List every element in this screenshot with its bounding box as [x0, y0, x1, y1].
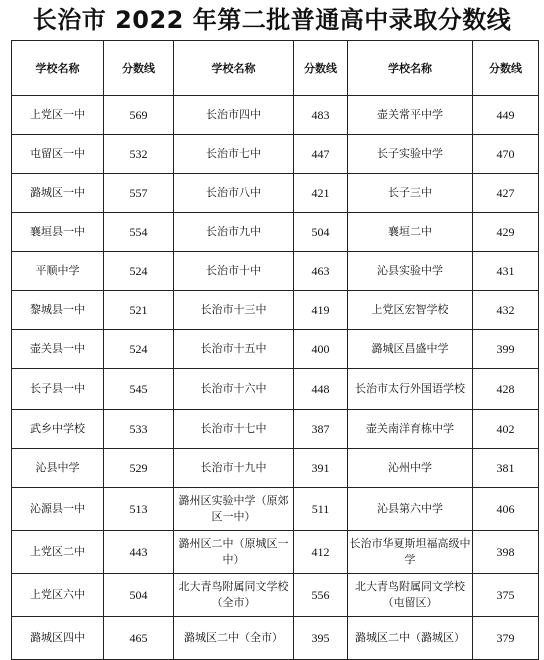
table-row [12, 410, 539, 449]
table-row [12, 574, 539, 617]
score-cell: 463 [294, 252, 348, 291]
score-cell: 427 [473, 174, 539, 213]
school-name-cell: 潞城区四中 [12, 617, 104, 660]
score-cell: 483 [294, 96, 348, 135]
school-name-cell: 长治市七中 [174, 135, 294, 174]
score-cell: 400 [294, 330, 348, 369]
table-row [12, 252, 539, 291]
score-cell: 391 [294, 449, 348, 488]
school-name-cell: 长治市八中 [174, 174, 294, 213]
admission-score-table [11, 40, 539, 660]
score-cell: 529 [104, 449, 174, 488]
score-cell: 429 [473, 213, 539, 252]
score-cell: 524 [104, 330, 174, 369]
table-row [12, 291, 539, 330]
school-name-cell: 上党区宏智学校 [348, 291, 473, 330]
table-row [12, 213, 539, 252]
table-row [12, 531, 539, 574]
table-row [12, 174, 539, 213]
score-cell: 524 [104, 252, 174, 291]
table-row [12, 369, 539, 410]
school-name-cell: 黎城县一中 [12, 291, 104, 330]
score-cell: 412 [294, 531, 348, 574]
table-row [12, 135, 539, 174]
school-name-cell: 沁县中学 [12, 449, 104, 488]
school-name-cell: 潞州区二中（原城区一中） [174, 531, 294, 574]
score-cell: 387 [294, 410, 348, 449]
school-name-cell: 屯留区一中 [12, 135, 104, 174]
score-cell: 443 [104, 531, 174, 574]
school-name-cell: 北大青鸟附属同文学校（屯留区） [348, 574, 473, 617]
score-cell: 431 [473, 252, 539, 291]
school-name-cell: 上党区一中 [12, 96, 104, 135]
score-cell: 448 [294, 369, 348, 410]
score-cell: 406 [473, 488, 539, 531]
header-school-name-1: 学校名称 [12, 41, 104, 96]
school-name-cell: 长治市十九中 [174, 449, 294, 488]
score-cell: 395 [294, 617, 348, 660]
score-cell: 533 [104, 410, 174, 449]
score-cell: 521 [104, 291, 174, 330]
score-cell: 504 [294, 213, 348, 252]
score-cell: 402 [473, 410, 539, 449]
school-name-cell: 长治市十七中 [174, 410, 294, 449]
score-cell: 556 [294, 574, 348, 617]
score-cell: 511 [294, 488, 348, 531]
score-cell: 554 [104, 213, 174, 252]
score-cell: 381 [473, 449, 539, 488]
header-school-name-2: 学校名称 [174, 41, 294, 96]
page-title: 长治市 2022 年第二批普通高中录取分数线 [32, 6, 512, 34]
school-name-cell: 沁源县一中 [12, 488, 104, 531]
header-score-1: 分数线 [104, 41, 174, 96]
score-cell: 569 [104, 96, 174, 135]
header-score-3: 分数线 [473, 41, 539, 96]
score-cell: 428 [473, 369, 539, 410]
school-name-cell: 长治市十三中 [174, 291, 294, 330]
school-name-cell: 平顺中学 [12, 252, 104, 291]
header-score-2: 分数线 [294, 41, 348, 96]
table-row [12, 330, 539, 369]
table-row [12, 96, 539, 135]
school-name-cell: 沁县实验中学 [348, 252, 473, 291]
score-cell: 399 [473, 330, 539, 369]
score-cell: 532 [104, 135, 174, 174]
header-school-name-3: 学校名称 [348, 41, 473, 96]
score-cell: 432 [473, 291, 539, 330]
school-name-cell: 上党区二中 [12, 531, 104, 574]
school-name-cell: 长子实验中学 [348, 135, 473, 174]
table-row [12, 617, 539, 660]
school-name-cell: 襄垣二中 [348, 213, 473, 252]
school-name-cell: 潞城区一中 [12, 174, 104, 213]
score-cell: 379 [473, 617, 539, 660]
score-cell: 504 [104, 574, 174, 617]
score-cell: 375 [473, 574, 539, 617]
score-cell: 398 [473, 531, 539, 574]
score-cell: 545 [104, 369, 174, 410]
school-name-cell: 长治市十六中 [174, 369, 294, 410]
school-name-cell: 沁州中学 [348, 449, 473, 488]
school-name-cell: 长治市十中 [174, 252, 294, 291]
school-name-cell: 长治市太行外国语学校 [348, 369, 473, 410]
school-name-cell: 潞城区昌盛中学 [348, 330, 473, 369]
score-cell: 557 [104, 174, 174, 213]
school-name-cell: 上党区六中 [12, 574, 104, 617]
school-name-cell: 潞城区二中（全市） [174, 617, 294, 660]
score-cell: 465 [104, 617, 174, 660]
score-cell: 513 [104, 488, 174, 531]
school-name-cell: 长子三中 [348, 174, 473, 213]
score-cell: 447 [294, 135, 348, 174]
school-name-cell: 长治市九中 [174, 213, 294, 252]
school-name-cell: 长子县一中 [12, 369, 104, 410]
school-name-cell: 武乡中学校 [12, 410, 104, 449]
table-header-row [12, 41, 539, 96]
score-cell: 449 [473, 96, 539, 135]
school-name-cell: 襄垣县一中 [12, 213, 104, 252]
score-cell: 419 [294, 291, 348, 330]
score-cell: 421 [294, 174, 348, 213]
school-name-cell: 长治市四中 [174, 96, 294, 135]
school-name-cell: 北大青鸟附属同文学校（全市） [174, 574, 294, 617]
score-cell: 470 [473, 135, 539, 174]
school-name-cell: 壶关常平中学 [348, 96, 473, 135]
table-row [12, 488, 539, 531]
school-name-cell: 沁县第六中学 [348, 488, 473, 531]
school-name-cell: 长治市华夏斯坦福高级中学 [348, 531, 473, 574]
school-name-cell: 壶关南洋育栋中学 [348, 410, 473, 449]
school-name-cell: 潞城区二中（潞城区） [348, 617, 473, 660]
school-name-cell: 长治市十五中 [174, 330, 294, 369]
school-name-cell: 壶关县一中 [12, 330, 104, 369]
school-name-cell: 潞州区实验中学（原郊区一中） [174, 488, 294, 531]
table-row [12, 449, 539, 488]
